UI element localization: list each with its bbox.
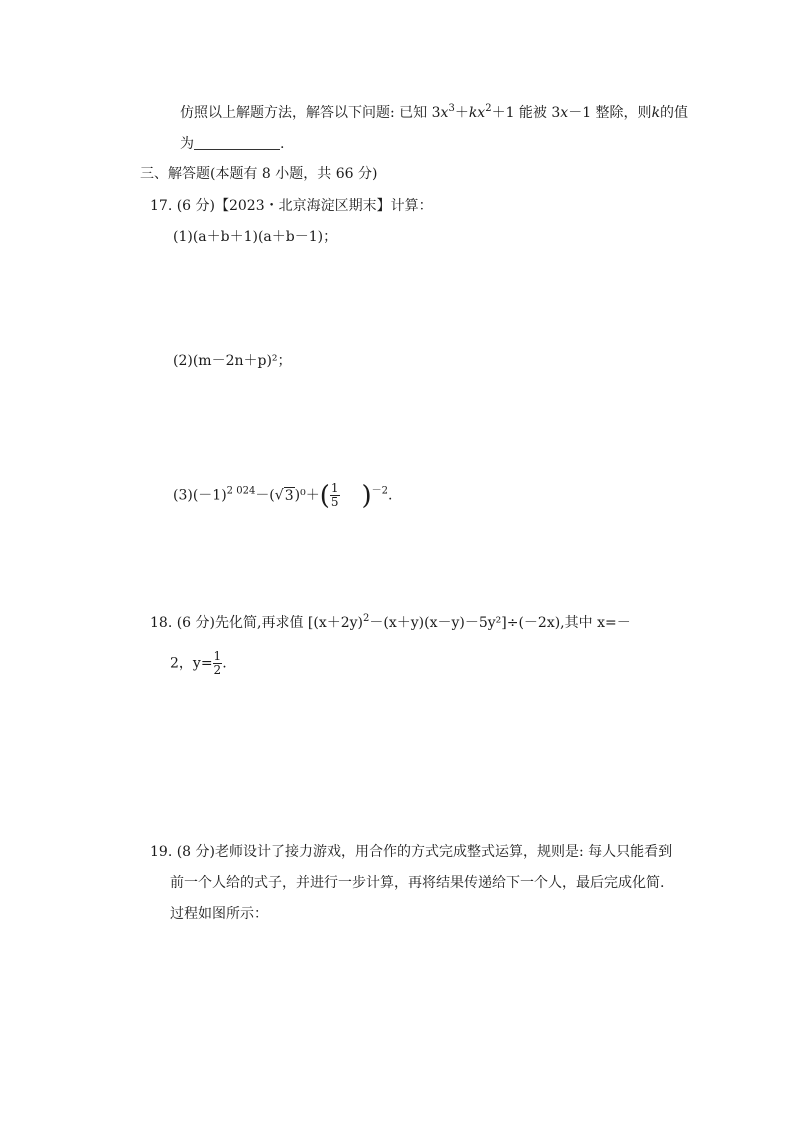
right-paren: ) xyxy=(361,480,372,511)
q17-part3 xyxy=(173,482,392,509)
fraction xyxy=(330,482,340,509)
radicand: 3 xyxy=(284,487,294,504)
q17-part2: (2)(m－2n＋p)²； xyxy=(173,353,292,369)
fraction xyxy=(213,650,223,677)
q19-line-3: 过程如图所示： xyxy=(170,906,268,922)
text: )⁰＋ xyxy=(294,487,320,504)
q17-header: 17. (6 分)【2023・北京海淀区期末】计算： xyxy=(150,198,433,214)
text: k xyxy=(468,105,478,121)
text: 的值 xyxy=(660,105,689,121)
text: . xyxy=(388,487,393,504)
text: －1 整除，则 xyxy=(568,105,652,121)
q17-part1: (1)(a＋b＋1)(a＋b－1)； xyxy=(173,229,338,245)
q18-line-1 xyxy=(150,614,631,632)
exponent: －2 xyxy=(371,485,389,497)
section-heading: 三、解答题(本题有 8 小题，共 66 分) xyxy=(140,166,378,182)
text: k xyxy=(651,105,661,121)
sqrt-symbol: √ xyxy=(274,487,284,504)
exponent: 2 024 xyxy=(226,485,256,497)
text: 18. (6 分)先化简,再求值 [(x＋2y) xyxy=(150,615,363,631)
exponent: 3 xyxy=(448,103,455,114)
left-paren: ( xyxy=(319,480,330,511)
answer-blank[interactable] xyxy=(194,135,280,150)
q19-line-1: 19. (8 分)老师设计了接力游戏，用合作的方式完成整式运算，规则是: 每人只能看到 xyxy=(150,844,673,860)
text: －(x＋y)(x－y)－5y²]÷(－2x),其中 x=－ xyxy=(369,615,631,631)
text: x xyxy=(560,105,569,121)
carryover-line-2 xyxy=(180,135,284,153)
text: ＋1 能被 3 xyxy=(491,105,561,121)
text: . xyxy=(222,655,227,672)
text: ＋ xyxy=(454,105,469,121)
q19-line-2: 前一个人给的式子，并进行一步计算，再将结果传递给下一个人，最后完成化简. xyxy=(170,875,665,891)
q18-line-2 xyxy=(170,650,227,677)
text: . xyxy=(280,136,285,152)
exponent: 2 xyxy=(363,613,370,624)
text: 为 xyxy=(180,136,194,152)
text: x xyxy=(440,105,449,121)
text: (3)(－1) xyxy=(173,487,227,504)
numerator: 1 xyxy=(213,649,222,663)
text: 仿照以上解题方法，解答以下问题: 已知 3 xyxy=(180,105,441,121)
text: －( xyxy=(255,487,275,504)
denominator: 5 xyxy=(330,495,339,509)
exponent: 2 xyxy=(485,103,492,114)
carryover-line-1 xyxy=(180,104,688,122)
text: 2，y= xyxy=(170,655,213,672)
text: x xyxy=(477,105,486,121)
denominator: 2 xyxy=(213,663,222,677)
numerator: 1 xyxy=(330,481,339,495)
